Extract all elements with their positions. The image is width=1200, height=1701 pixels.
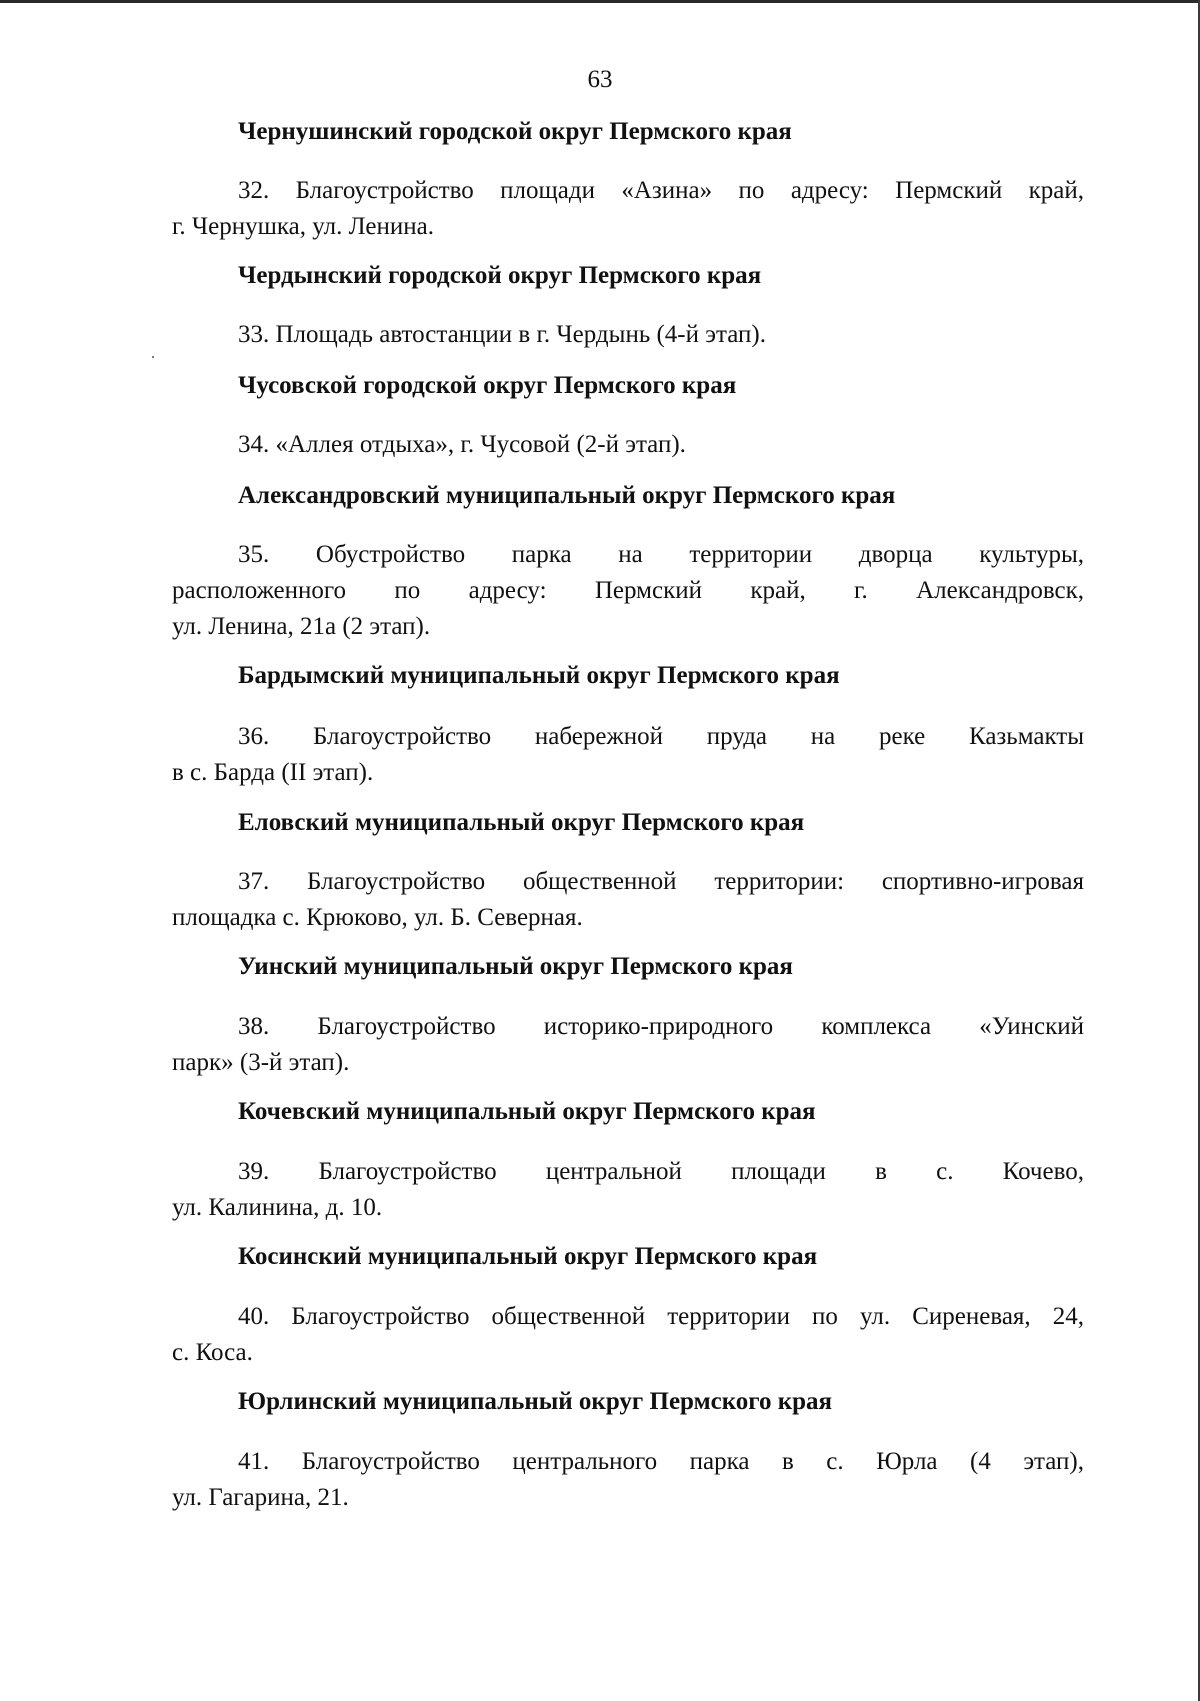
paragraph-line: ул. Ленина, 21а (2 этап). xyxy=(172,613,431,640)
section-paragraph xyxy=(172,1009,1084,1081)
section-paragraph xyxy=(172,173,1084,245)
paragraph-line: 40. Благоустройство общественной территории по ул. Сиреневая, 24, xyxy=(238,1303,1084,1330)
scan-edge-top xyxy=(0,0,1200,3)
section-heading: Кочевский муниципальный округ Пермского края xyxy=(238,1098,816,1125)
paragraph-line: площадка с. Крюково, ул. Б. Северная. xyxy=(172,904,583,931)
section-paragraph xyxy=(172,864,1084,936)
section-paragraph xyxy=(172,537,1084,645)
section-heading: Юрлинский муниципальный округ Пермского края xyxy=(238,1388,833,1415)
section-heading: Еловский муниципальный округ Пермского края xyxy=(238,809,805,836)
section-paragraph xyxy=(172,1444,1084,1516)
section-paragraph xyxy=(172,1299,1084,1371)
paragraph-line: 37. Благоустройство общественной территории: спортивно-игровая xyxy=(238,868,1084,895)
paragraph-line: 41. Благоустройство центрального парка в с. Юрла (4 этап), xyxy=(238,1448,1084,1475)
paragraph-line: с. Коса. xyxy=(172,1339,253,1366)
section-paragraph xyxy=(172,1154,1084,1226)
section-paragraph xyxy=(172,719,1084,791)
paragraph-line: расположенного по адресу: Пермский край, г. Александровск, xyxy=(172,577,1084,604)
section-heading: Александровский муниципальный округ Пермского края xyxy=(238,482,896,509)
section-heading: Косинский муниципальный округ Пермского края xyxy=(238,1243,818,1270)
paragraph-line: 34. «Аллея отдыха», г. Чусовой (2-й этап). xyxy=(238,431,686,458)
paragraph-line: 36. Благоустройство набережной пруда на реке Казьмакты xyxy=(238,723,1084,750)
section-heading: Чусовской городской округ Пермского края xyxy=(238,372,737,399)
section-heading: Уинский муниципальный округ Пермского края xyxy=(238,953,793,980)
paragraph-line: 33. Площадь автостанции в г. Чердынь (4-й этап). xyxy=(238,321,766,348)
section-heading: Бардымский муниципальный округ Пермского края xyxy=(238,662,840,689)
paragraph-line: 35. Обустройство парка на территории дворца культуры, xyxy=(238,541,1084,568)
paragraph-line: в с. Барда (II этап). xyxy=(172,759,374,786)
paragraph-line: г. Чернушка, ул. Ленина. xyxy=(172,213,435,240)
section-heading: Чернушинский городской округ Пермского края xyxy=(238,118,792,145)
paragraph-line: парк» (3-й этап). xyxy=(172,1049,350,1076)
scan-speck xyxy=(152,356,154,358)
paragraph-line: ул. Гагарина, 21. xyxy=(172,1484,349,1511)
section-paragraph xyxy=(172,427,1084,463)
page-number: 63 xyxy=(587,66,613,93)
paragraph-line: 39. Благоустройство центральной площади в с. Кочево, xyxy=(238,1158,1084,1185)
paragraph-line: 38. Благоустройство историко-природного комплекса «Уинский xyxy=(238,1013,1084,1040)
section-heading: Чердынский городской округ Пермского края xyxy=(238,262,762,289)
section-paragraph xyxy=(172,317,1084,353)
paragraph-line: ул. Калинина, д. 10. xyxy=(172,1194,383,1221)
paragraph-line: 32. Благоустройство площади «Азина» по адресу: Пермский край, xyxy=(238,177,1084,204)
